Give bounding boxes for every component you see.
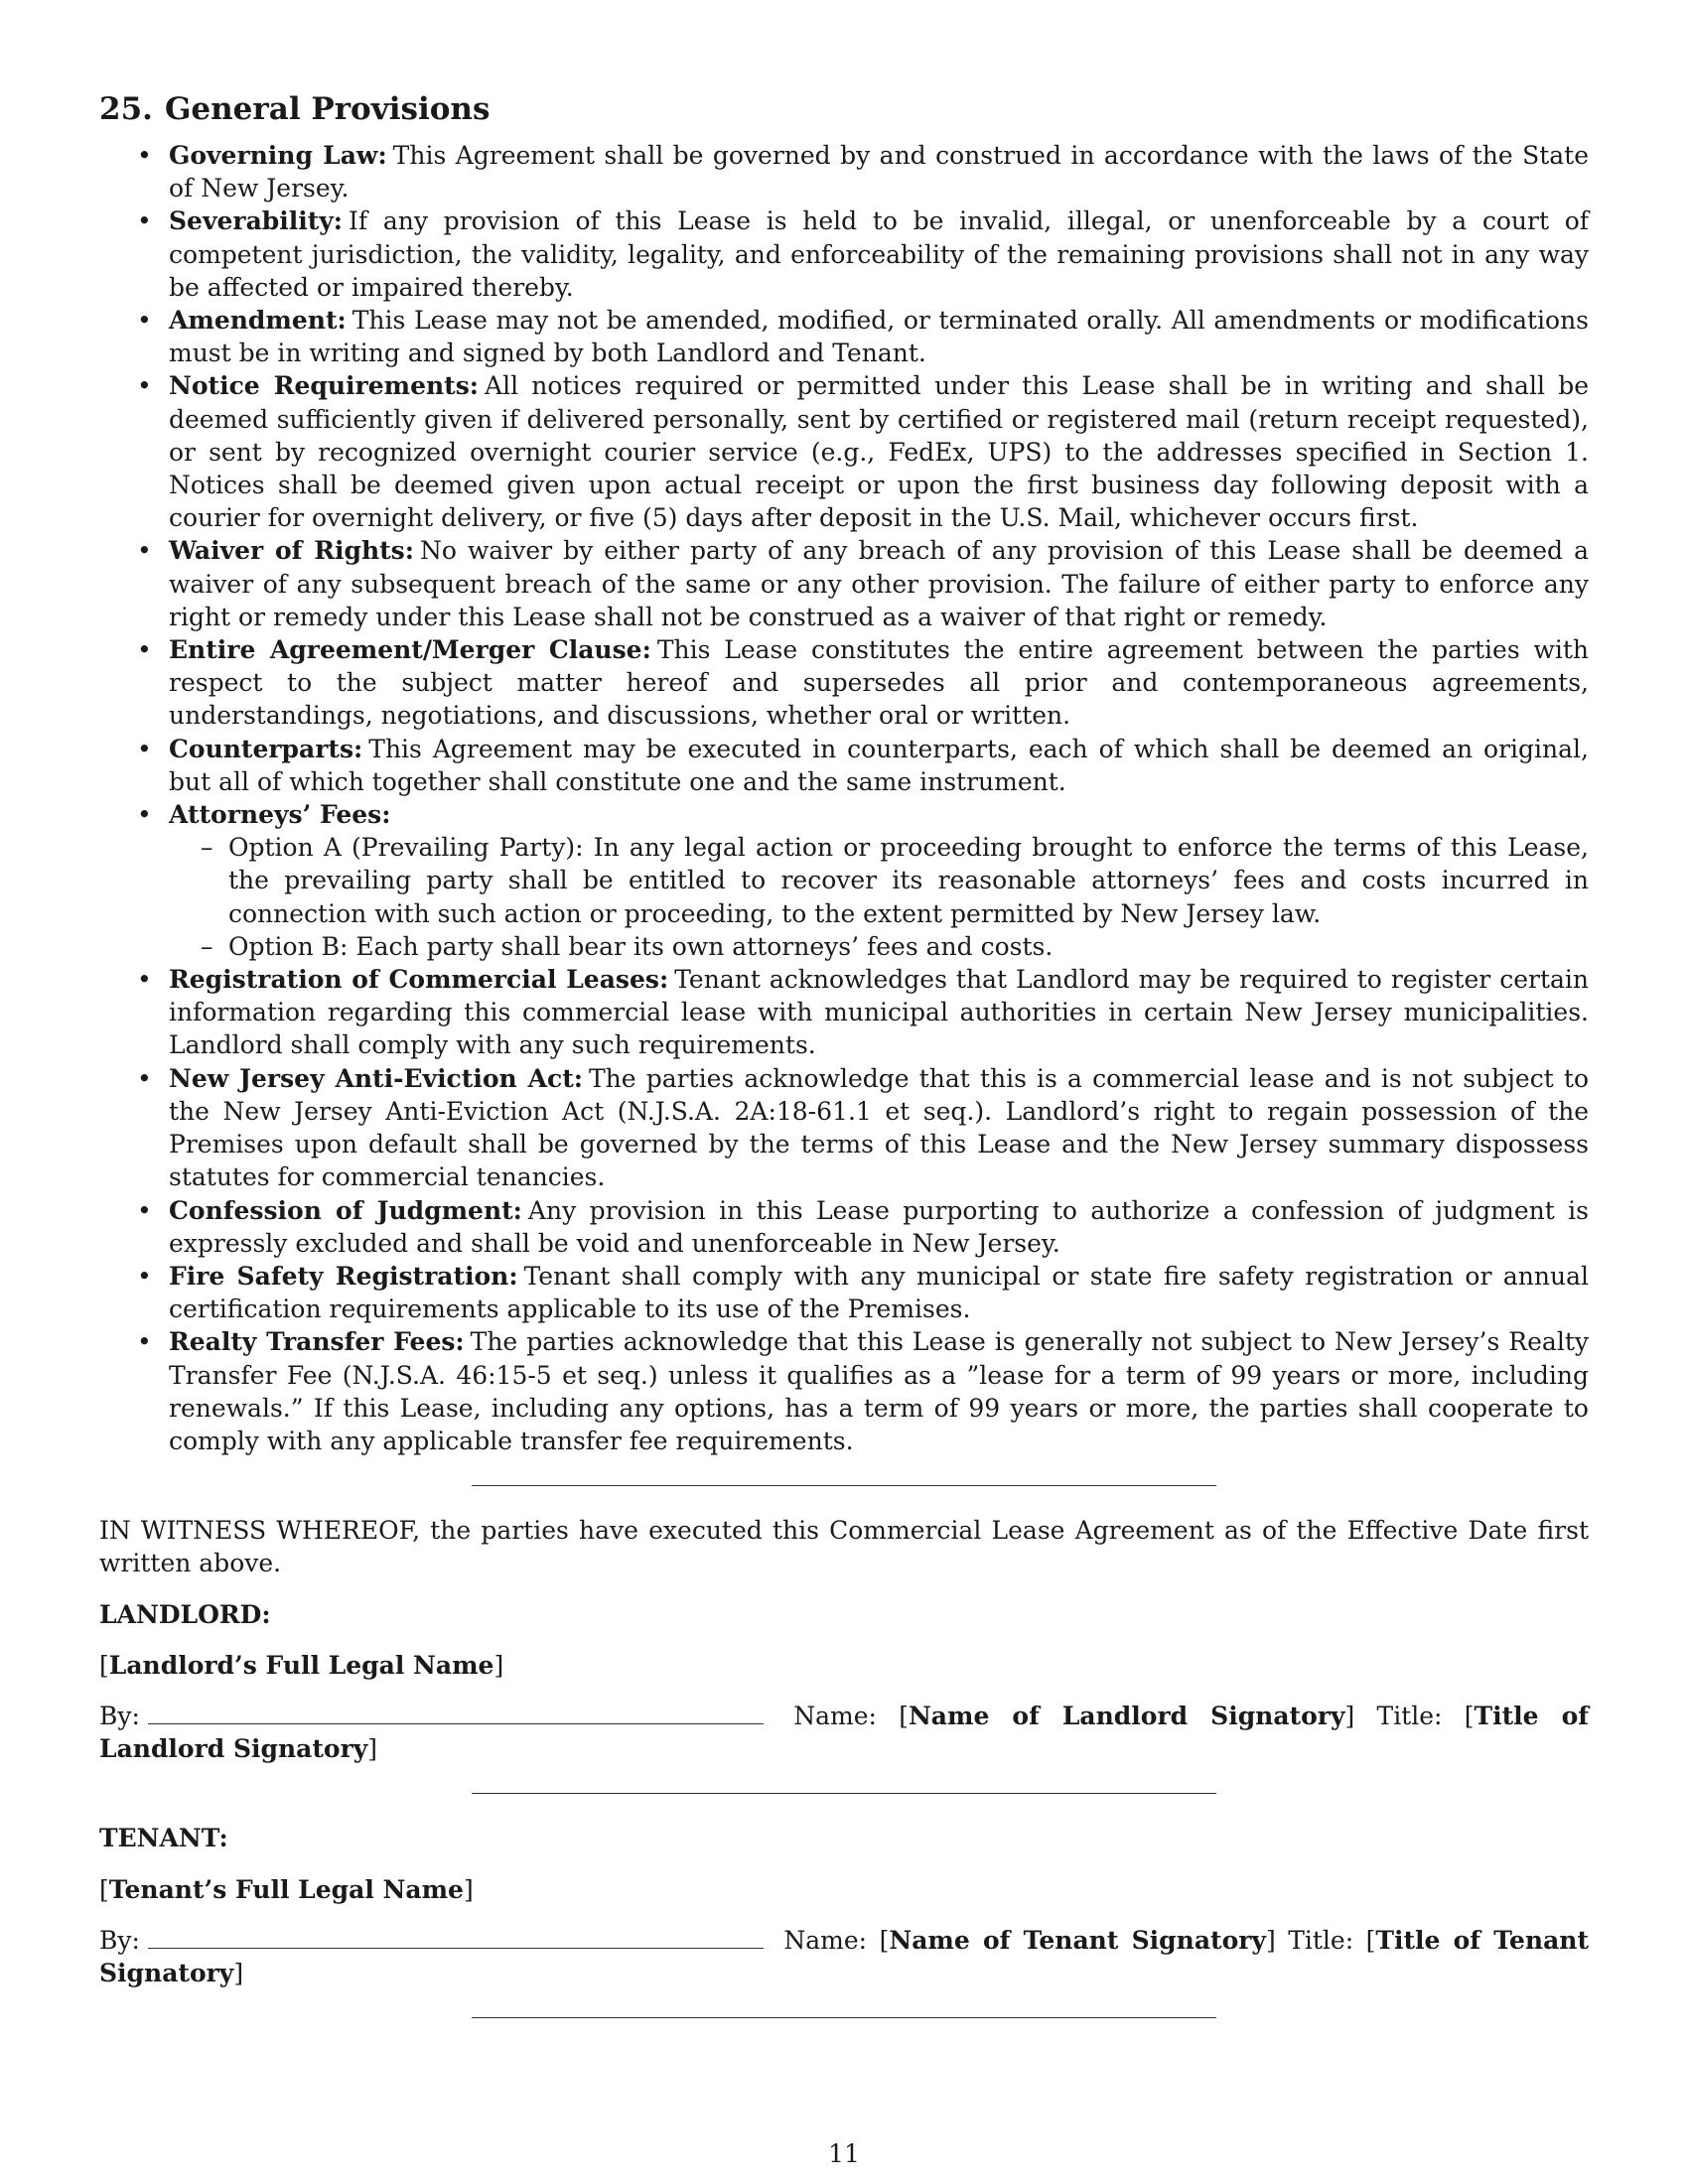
provision-item — [99, 1062, 1589, 1194]
landlord-signatory-name: Name of Landlord Signatory — [908, 1701, 1345, 1730]
by-label: By: — [99, 1925, 140, 1955]
provision-term: Entire Agreement/Merger Clause: — [169, 635, 651, 665]
provision-text: Tenant shall comply with any municipal or state fire safety registration or annual certification requirements applicable to its use of the Premises. — [169, 1261, 1589, 1324]
landlord-legal-name: [Landlord’s Full Legal Name] — [99, 1650, 504, 1680]
horizontal-divider — [472, 1793, 1216, 1794]
provision-item — [99, 139, 1589, 205]
horizontal-divider — [472, 2017, 1216, 2018]
provision-term: Attorneys’ Fees: — [169, 800, 391, 830]
section-number: 25. — [99, 91, 153, 127]
provision-text: The parties acknowledge that this is a commercial lease and is not subject to the New Jersey Anti-Eviction Act (N.J.S.A. 2A:18-61.1 et seq.). Landlord’s right to regain possession of the Premises upon default shall be governed by the terms of this Lease and the New Jersey summary dispossess statutes for commercial tenancies. — [169, 1063, 1590, 1192]
provision-item — [99, 534, 1589, 633]
provision-term: New Jersey Anti-Eviction Act: — [169, 1063, 583, 1093]
horizontal-divider — [472, 1485, 1216, 1486]
provision-term: Confession of Judgment: — [169, 1195, 522, 1225]
tenant-signatory-title: Title of Tenant Signatory — [99, 1925, 1590, 1987]
provision-term: Counterparts: — [169, 734, 363, 763]
tenant-signature-field[interactable] — [148, 1926, 764, 1949]
landlord-signature-field[interactable] — [148, 1702, 764, 1724]
provision-text: Tenant acknowledges that Landlord may be required to register certain information regarding this commercial lease with municipal authorities in certain New Jersey municipalities. Landlord shall comply with any such requirements. — [169, 965, 1589, 1060]
provision-item — [99, 963, 1589, 1062]
tenant-legal-name: [Tenant’s Full Legal Name] — [99, 1874, 474, 1904]
section-title: General Provisions — [164, 91, 491, 127]
name-label: Name: — [783, 1925, 868, 1955]
provision-term: Amendment: — [169, 306, 347, 336]
provision-term: Waiver of Rights: — [169, 536, 414, 566]
provision-item — [99, 733, 1589, 798]
provision-term: Registration of Commercial Leases: — [169, 965, 669, 995]
provision-item — [99, 205, 1589, 304]
tenant-signature-line: By: Name: [Name of Tenant Signatory] Title: [Title of Tenant Signatory] — [99, 1925, 1590, 1987]
options-list — [169, 831, 1589, 963]
page-number: 11 — [828, 2139, 860, 2168]
provision-term: Governing Law: — [169, 141, 387, 170]
tenant-signatory-name: Name of Tenant Signatory — [889, 1925, 1266, 1955]
provisions-list — [99, 139, 1589, 1457]
provision-item — [99, 633, 1589, 733]
provision-text: This Lease may not be amended, modified, or terminated orally. All amendments or modifications must be in writing and signed by both Landlord and Tenant. — [169, 306, 1589, 368]
provision-item — [99, 1325, 1589, 1457]
by-label: By: — [99, 1701, 140, 1730]
tenant-label: TENANT: — [99, 1824, 228, 1853]
landlord-legal-name-text: Landlord’s Full Legal Name — [108, 1650, 494, 1680]
witness-statement: IN WITNESS WHEREOF, the parties have executed this Commercial Lease Agreement as of the Effective Date first written above. — [99, 1516, 1589, 1578]
option-item: – Option B: Each party shall bear its own attorneys’ fees and costs. — [169, 930, 1589, 963]
title-label: Title: — [1376, 1701, 1443, 1730]
provision-item — [99, 1194, 1589, 1260]
provision-item — [99, 304, 1589, 369]
provision-text: This Agreement may be executed in counterparts, each of which shall be deemed an original, but all of which together shall constitute one and the same instrument. — [169, 734, 1589, 796]
provision-text: If any provision of this Lease is held to be invalid, illegal, or unenforceable by a court of competent jurisdiction, the validity, legality, and enforceability of the remaining provisions shall not in any way be affected or impaired thereby. — [169, 206, 1589, 302]
title-label: Title: — [1288, 1925, 1354, 1955]
provision-item-attorneys-fees — [99, 798, 1589, 963]
tenant-legal-name-text: Tenant’s Full Legal Name — [108, 1874, 464, 1904]
option-item: – Option A (Prevailing Party): In any legal action or proceeding brought to enforce the terms of this Lease, the prevailing party shall be entitled to recover its reasonable attorneys’ fees and costs incurred in connection with such action or proceeding, to the extent permitted by New Jersey law. — [169, 831, 1589, 930]
provision-term: Fire Safety Registration: — [169, 1261, 518, 1291]
provision-text: No waiver by either party of any breach of any provision of this Lease shall be deemed a waiver of any subsequent breach of the same or any other provision. The failure of either party to enforce any right or remedy under this Lease shall not be construed as a waiver of that right or remedy. — [169, 536, 1589, 631]
provision-text: Any provision in this Lease purporting to authorize a confession of judgment is expressly excluded and shall be void and unenforceable in New Jersey. — [169, 1195, 1589, 1258]
landlord-signature-line: By: Name: [Name of Landlord Signatory] Title: [Title of Landlord Signatory] — [99, 1701, 1589, 1764]
provision-text: The parties acknowledge that this Lease is generally not subject to New Jersey’s Realty Transfer Fee (N.J.S.A. 46:15-5 et seq.) unless it qualifies as a ”lease for a term of 99 years or more, including renewals.” If this Lease, including any options, has a term of 99 years or more, the parties shall cooperate to comply with any applicable transfer fee requirements. — [169, 1327, 1589, 1455]
provision-item — [99, 1260, 1589, 1325]
provision-term: Realty Transfer Fees: — [169, 1327, 465, 1357]
section-heading — [99, 89, 1589, 129]
provision-text: All notices required or permitted under this Lease shall be in writing and shall be deemed sufficiently given if delivered personally, sent by certified or registered mail (return receipt requested), or sent by recognized overnight courier service (e.g., FedEx, UPS) to the addresses specified in Section 1. Notices shall be deemed given upon actual receipt or upon the first business day following deposit with a courier for overnight delivery, or five (5) days after deposit in the U.S. Mail, whichever occurs first. — [169, 371, 1590, 533]
landlord-signatory-title: Title of Landlord Signatory — [99, 1701, 1589, 1764]
provision-term: Severability: — [169, 206, 344, 236]
landlord-label: LANDLORD: — [99, 1599, 271, 1629]
provision-text: This Lease constitutes the entire agreement between the parties with respect to the subject matter hereof and supersedes all prior and contemporaneous agreements, understandings, negotiations, and discussions, whether oral or written. — [169, 635, 1590, 731]
provision-item — [99, 369, 1589, 534]
provision-text: This Agreement shall be governed by and construed in accordance with the laws of the State of New Jersey. — [169, 141, 1589, 204]
name-label: Name: — [793, 1701, 877, 1730]
provision-term: Notice Requirements: — [169, 371, 480, 401]
document-page — [99, 89, 1589, 2018]
